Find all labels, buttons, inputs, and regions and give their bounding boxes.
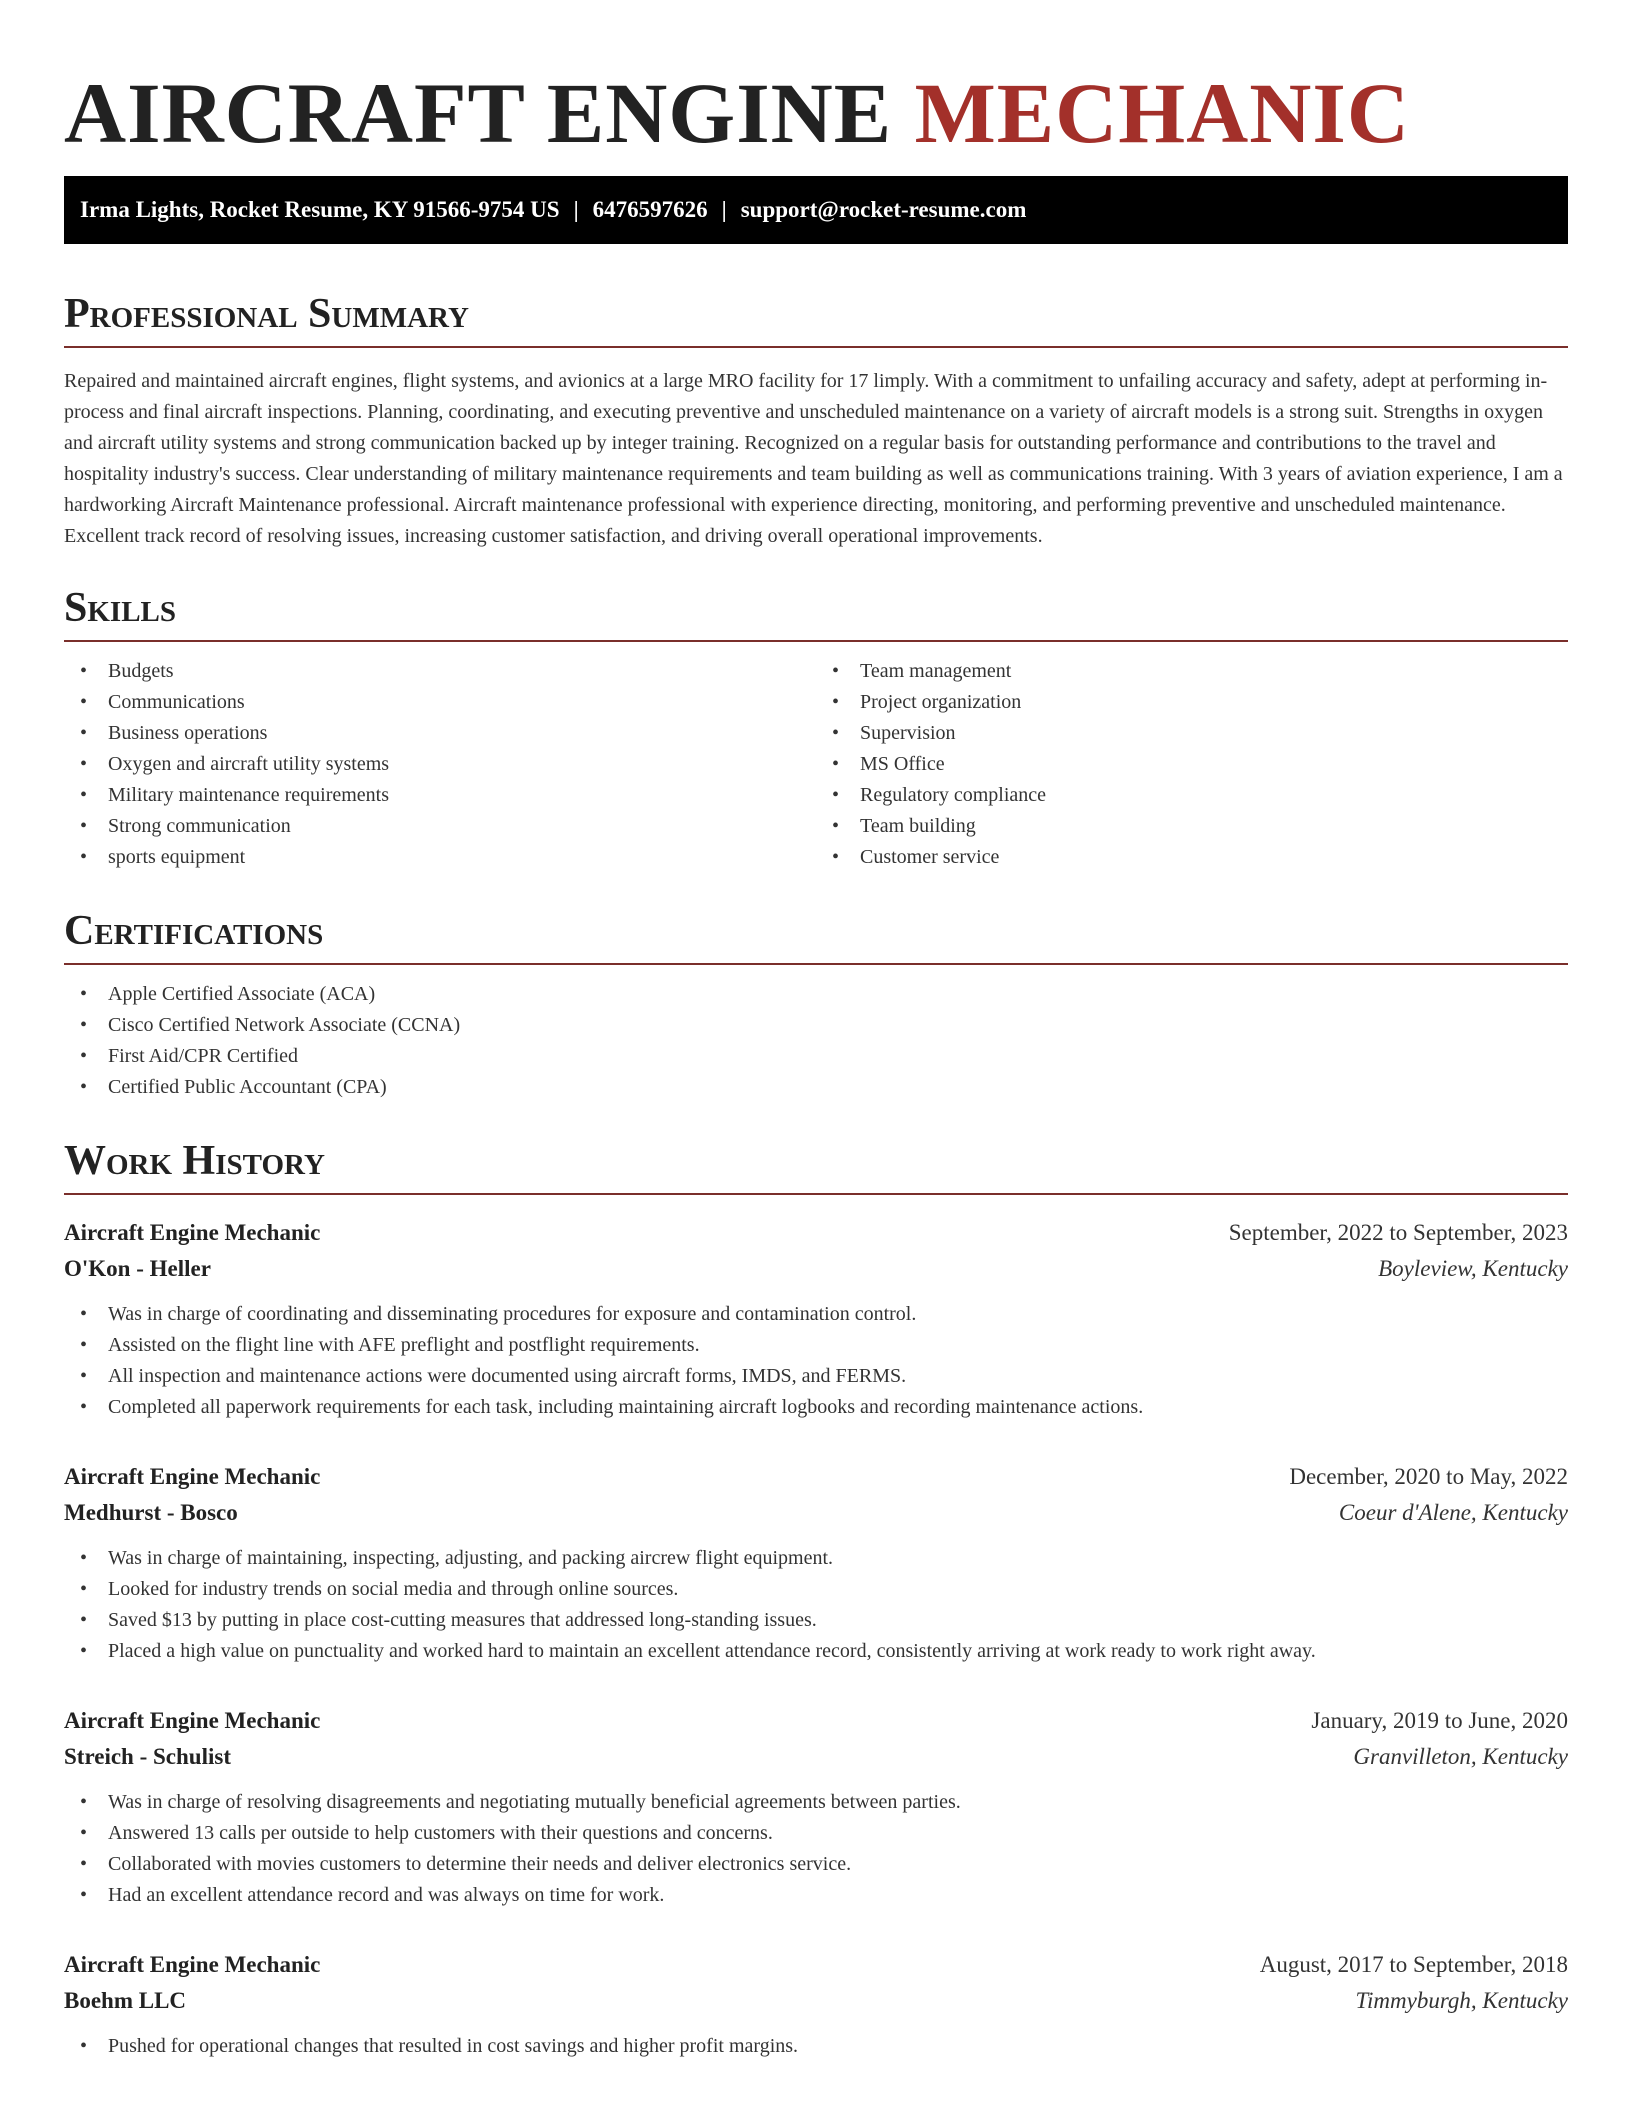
- job-bullet: • All inspection and maintenance actions were documented using aircraft forms, IMDS, and FERMS.: [64, 1361, 1568, 1392]
- job-bullet: • Completed all paperwork requirements for each task, including maintaining aircraft logbooks and recording maintenance actions.: [64, 1392, 1568, 1423]
- skill-item: • Team management: [816, 656, 1568, 687]
- skill-item: • Business operations: [64, 718, 816, 749]
- job-dates: September, 2022 to September, 2023: [1228, 1220, 1568, 1245]
- summary-text: Repaired and maintained aircraft engines, flight systems, and avionics at a large MRO facility for 17 limply. With a commitment to unfailing accuracy and safety, adept at performing in-process and final aircraft inspections. Planning, coordinating, and executing preventive and unscheduled maintenance on a variety of aircraft models is a strong suit. Strengths in oxygen and aircraft utility systems and strong communication backed up by integer training. Recognized on a regular basis for outstanding performance and contributions to the travel and hospitality industry's success. Clear understanding of military maintenance requirements and team building as well as communications training. With 3 years of aviation experience, I am a hardworking Aircraft Maintenance professional. Aircraft maintenance professional with experience directing, monitoring, and performing preventive and unscheduled maintenance. Excellent track record of resolving issues, increasing customer satisfaction, and driving overall operational improvements.: [64, 370, 1563, 547]
- contact-address: Irma Lights, Rocket Resume, KY 91566-9754 US: [80, 197, 560, 222]
- section-title-summary: Professional Summary: [64, 288, 1568, 348]
- skill-item: • Supervision: [816, 718, 1568, 749]
- skill-item: • Oxygen and aircraft utility systems: [64, 749, 816, 780]
- job-bullets: [64, 1299, 1568, 1423]
- certification-item: • Apple Certified Associate (ACA): [64, 979, 1568, 1010]
- title-main: AIRCRAFT ENGINE: [64, 65, 893, 161]
- skill-item: • Strong communication: [64, 811, 816, 842]
- job-header-row: [64, 1459, 1568, 1495]
- job-bullet: • Pushed for operational changes that resulted in cost savings and higher profit margins.: [64, 2031, 1568, 2062]
- contact-bar: [64, 176, 1568, 244]
- job-location: Coeur d'Alene, Kentucky: [1338, 1500, 1568, 1525]
- section-title-skills: Skills: [64, 582, 1568, 642]
- section-title-work-history: Work History: [64, 1135, 1568, 1195]
- certification-item: • Cisco Certified Network Associate (CCNA): [64, 1010, 1568, 1041]
- job-company: O'Kon - Heller: [64, 1256, 211, 1281]
- job-company: Medhurst - Bosco: [64, 1500, 238, 1525]
- job-bullet: • Placed a high value on punctuality and worked hard to maintain an excellent attendance record, consistently arriving at work ready to work right away.: [64, 1636, 1568, 1667]
- certifications-list: [64, 979, 1568, 1103]
- certification-item: • First Aid/CPR Certified: [64, 1041, 1568, 1072]
- job-bullet: • Had an excellent attendance record and was always on time for work.: [64, 1880, 1568, 1911]
- skill-item: • Communications: [64, 687, 816, 718]
- resume-title: [64, 0, 1568, 176]
- skill-item: • Customer service: [816, 842, 1568, 873]
- job-company: Streich - Schulist: [64, 1744, 231, 1769]
- job-entry: [64, 1459, 1568, 1667]
- job-bullet: • Answered 13 calls per outside to help customers with their questions and concerns.: [64, 1818, 1568, 1849]
- skill-item: • MS Office: [816, 749, 1568, 780]
- job-header-row: [64, 1947, 1568, 1983]
- job-role: Aircraft Engine Mechanic: [64, 1952, 321, 1977]
- contact-separator: |: [573, 197, 579, 222]
- job-bullet: • Looked for industry trends on social media and through online sources.: [64, 1574, 1568, 1605]
- job-company-row: [64, 1983, 1568, 2019]
- skill-item: • Budgets: [64, 656, 816, 687]
- job-header-row: [64, 1215, 1568, 1251]
- job-role: Aircraft Engine Mechanic: [64, 1220, 321, 1245]
- job-location: Boyleview, Kentucky: [1378, 1256, 1568, 1281]
- skill-item: • Regulatory compliance: [816, 780, 1568, 811]
- certification-item: • Certified Public Accountant (CPA): [64, 1072, 1568, 1103]
- job-dates: December, 2020 to May, 2022: [1289, 1464, 1568, 1489]
- section-title-certifications: Certifications: [64, 905, 1568, 965]
- skills-list-right: [816, 656, 1568, 873]
- job-bullet: • Collaborated with movies customers to determine their needs and deliver electronics service.: [64, 1849, 1568, 1880]
- skill-item: • sports equipment: [64, 842, 816, 873]
- contact-phone: 6476597626: [592, 197, 708, 222]
- job-bullet: • Was in charge of resolving disagreements and negotiating mutually beneficial agreements between parties.: [64, 1787, 1568, 1818]
- job-header-row: [64, 1703, 1568, 1739]
- skills-list-left: [64, 656, 816, 873]
- job-dates: August, 2017 to September, 2018: [1259, 1952, 1568, 1977]
- job-entry: [64, 1703, 1568, 1911]
- job-bullet: • Saved $13 by putting in place cost-cutting measures that addressed long-standing issues.: [64, 1605, 1568, 1636]
- job-company-row: [64, 1495, 1568, 1531]
- job-company-row: [64, 1739, 1568, 1775]
- job-company-row: [64, 1251, 1568, 1287]
- skill-item: • Project organization: [816, 687, 1568, 718]
- job-role: Aircraft Engine Mechanic: [64, 1708, 321, 1733]
- job-role: Aircraft Engine Mechanic: [64, 1464, 321, 1489]
- contact-email[interactable]: support@rocket-resume.com: [740, 197, 1027, 222]
- skill-item: • Team building: [816, 811, 1568, 842]
- job-location: Granvilleton, Kentucky: [1353, 1744, 1568, 1769]
- job-entry: [64, 1215, 1568, 1423]
- job-bullets: [64, 1787, 1568, 1911]
- job-bullet: • Was in charge of coordinating and disseminating procedures for exposure and contamination control.: [64, 1299, 1568, 1330]
- job-bullets: [64, 1543, 1568, 1667]
- title-accent: MECHANIC: [914, 65, 1410, 161]
- job-bullet: • Assisted on the flight line with AFE preflight and postflight requirements.: [64, 1330, 1568, 1361]
- skills-columns: [64, 642, 1568, 873]
- job-location: Timmyburgh, Kentucky: [1355, 1988, 1568, 2013]
- job-entry: [64, 1947, 1568, 2062]
- contact-separator: |: [721, 197, 727, 222]
- job-bullets: [64, 2031, 1568, 2062]
- skill-item: • Military maintenance requirements: [64, 780, 816, 811]
- job-company: Boehm LLC: [64, 1988, 187, 2013]
- job-bullet: • Was in charge of maintaining, inspecting, adjusting, and packing aircrew flight equipment.: [64, 1543, 1568, 1574]
- job-dates: January, 2019 to June, 2020: [1311, 1708, 1568, 1733]
